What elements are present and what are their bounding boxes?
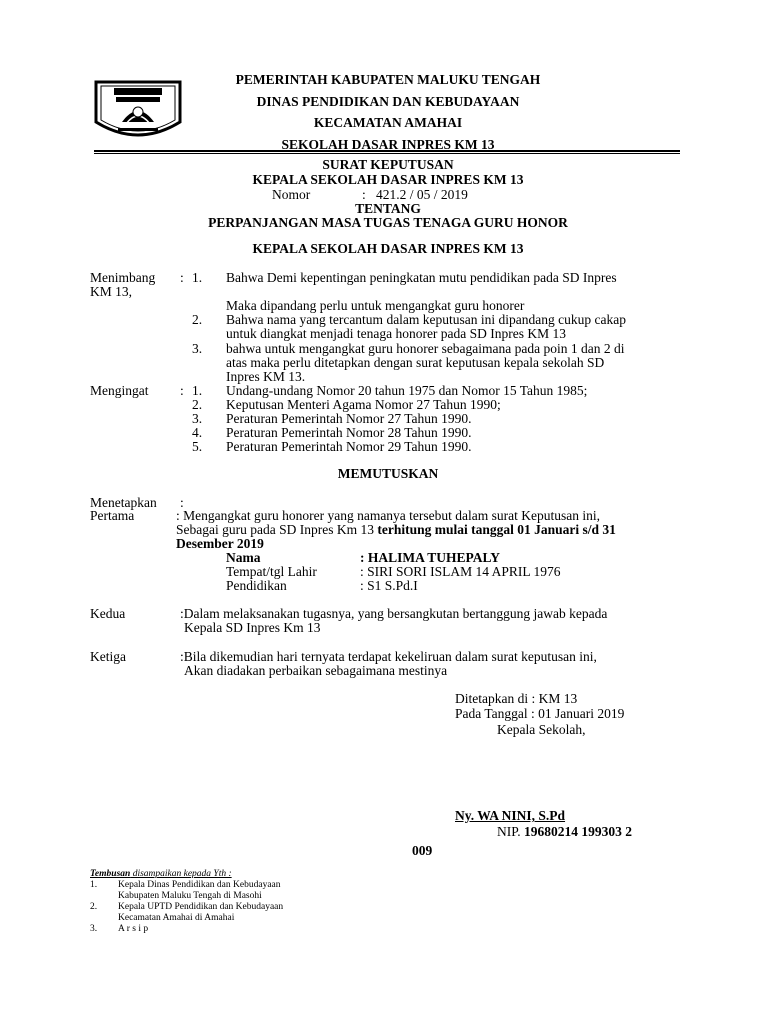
menimbang-num-2: 2. bbox=[192, 312, 203, 327]
mengingat-sep: : bbox=[180, 383, 184, 398]
menimbang-text-3-cont2: Inpres KM 13. bbox=[226, 369, 306, 384]
tentang: TENTANG bbox=[355, 201, 421, 216]
menimbang-text-1: Bahwa Demi kepentingan peningkatan mutu pendidikan pada SD Inpres bbox=[226, 270, 617, 285]
letterhead-line2: DINAS PENDIDIKAN DAN KEBUDAYAAN bbox=[256, 94, 520, 109]
tembusan-num-1: 1. bbox=[90, 880, 98, 890]
ditetapkan-di: Ditetapkan di : KM 13 bbox=[455, 691, 578, 706]
mengingat-label: Mengingat bbox=[90, 383, 149, 398]
letterhead-line3: KECAMATAN AMAHAI bbox=[313, 115, 463, 130]
doc-issuer: KEPALA SEKOLAH DASAR INPRES KM 13 bbox=[252, 172, 524, 187]
menimbang-num-3: 3. bbox=[192, 341, 203, 356]
menimbang-text-1-cont: Maka dipandang perlu untuk mengangkat guru honorer bbox=[226, 298, 525, 313]
letterhead-divider-thin bbox=[94, 153, 680, 154]
tembusan-num-3: 3. bbox=[90, 924, 98, 934]
mengingat-text-1: Undang-undang Nomor 20 tahun 1975 dan Nomor 15 Tahun 1985; bbox=[226, 383, 588, 398]
pada-tanggal: Pada Tanggal : 01 Januari 2019 bbox=[455, 706, 625, 721]
tembusan-text-2-cont: Kecamatan Amahai di Amahai bbox=[118, 913, 235, 923]
mengingat-text-5: Peraturan Pemerintah Nomor 29 Tahun 1990. bbox=[226, 439, 472, 454]
ketiga-line2: Akan diadakan perbaikan sebagaimana mestinya bbox=[184, 663, 448, 678]
pertama-line2-bold: terhitung mulai tanggal 01 Januari s/d 31 bbox=[377, 522, 616, 537]
mengingat-num-2: 2. bbox=[192, 397, 203, 412]
menimbang-text-3-cont: atas maka perlu ditetapkan dengan surat keputusan kepala sekolah SD bbox=[226, 355, 605, 370]
pendidikan-value: : S1 S.Pd.I bbox=[360, 578, 418, 593]
pertama-label: Pertama bbox=[90, 508, 135, 523]
ketiga-line1: :Bila dikemudian hari ternyata terdapat kekeliruan dalam surat keputusan ini, bbox=[180, 649, 597, 664]
menimbang-text-2-cont: untuk diangkat menjadi tenaga honorer pada SD Inpres KM 13 bbox=[226, 326, 567, 341]
nama-label: Nama bbox=[226, 550, 261, 565]
pertama-line3: Desember 2019 bbox=[176, 536, 264, 551]
tembusan-heading-rest: disampaikan kepada Yth : bbox=[130, 869, 232, 879]
tembusan-num-2: 2. bbox=[90, 902, 98, 912]
pertama-line1: : Mengangkat guru honorer yang namanya tersebut dalam surat Keputusan ini, bbox=[176, 508, 601, 523]
ttl-value: : SIRI SORI ISLAM 14 APRIL 1976 bbox=[360, 564, 561, 579]
mengingat-num-5: 5. bbox=[192, 439, 203, 454]
tembusan-text-3: A r s i p bbox=[118, 924, 149, 934]
letterhead-divider bbox=[94, 150, 680, 152]
menimbang-text-3: bahwa untuk mengangkat guru honorer sebagaimana pada poin 1 dan 2 di bbox=[226, 341, 625, 356]
ketiga-label: Ketiga bbox=[90, 649, 126, 664]
issuer-heading: KEPALA SEKOLAH DASAR INPRES KM 13 bbox=[252, 241, 524, 256]
menetapkan-label: Menetapkan bbox=[90, 495, 157, 510]
tembusan-heading-bold: Tembusan bbox=[90, 869, 131, 879]
tembusan-text-2: Kepala UPTD Pendidikan dan Kebudayaan bbox=[118, 902, 284, 912]
ttl-label: Tempat/tgl Lahir bbox=[226, 564, 317, 579]
mengingat-num-3: 3. bbox=[192, 411, 203, 426]
nip-cont: 009 bbox=[412, 843, 433, 858]
menimbang-label: Menimbang bbox=[90, 270, 156, 285]
kedua-line2: Kepala SD Inpres Km 13 bbox=[184, 620, 321, 635]
pertama-line2-normal: Sebagai guru pada SD Inpres Km 13 bbox=[176, 522, 378, 537]
mengingat-num-4: 4. bbox=[192, 425, 203, 440]
pertama-line2 bbox=[176, 522, 616, 537]
nomor-value: 421.2 / 05 / 2019 bbox=[376, 187, 468, 202]
menetapkan-sep: : bbox=[180, 495, 184, 510]
menimbang-num-1: 1. bbox=[192, 270, 203, 285]
mengingat-num-1: 1. bbox=[192, 383, 203, 398]
memutuskan-heading: MEMUTUSKAN bbox=[337, 466, 439, 481]
mengingat-text-3: Peraturan Pemerintah Nomor 27 Tahun 1990. bbox=[226, 411, 472, 426]
nip-label: NIP. bbox=[497, 824, 525, 839]
signer-title: Kepala Sekolah, bbox=[497, 722, 586, 737]
menimbang-text-2: Bahwa nama yang tercantum dalam keputusan ini dipandang cukup cakap bbox=[226, 312, 626, 327]
nomor-label: Nomor bbox=[272, 187, 311, 202]
tembusan-text-1-cont: Kabupaten Maluku Tengah di Masohi bbox=[118, 891, 262, 901]
nama-value: : HALIMA TUHEPALY bbox=[360, 550, 501, 565]
pendidikan-label: Pendidikan bbox=[226, 578, 287, 593]
signer-name: Ny. WA NINI, S.Pd bbox=[455, 808, 566, 823]
letterhead-line1: PEMERINTAH KABUPATEN MALUKU TENGAH bbox=[235, 72, 541, 87]
signer-nip bbox=[497, 824, 632, 839]
kedua-label: Kedua bbox=[90, 606, 126, 621]
nip-value: 19680214 199303 2 bbox=[524, 824, 633, 839]
menimbang-sep: : bbox=[180, 270, 184, 285]
mengingat-text-2: Keputusan Menteri Agama Nomor 27 Tahun 1990; bbox=[226, 397, 501, 412]
doc-subject: PERPANJANGAN MASA TUGAS TENAGA GURU HONOR bbox=[208, 215, 568, 230]
nomor-sep: : bbox=[362, 187, 366, 202]
regency-logo bbox=[92, 78, 184, 142]
letterhead-line4: SEKOLAH DASAR INPRES KM 13 bbox=[281, 137, 495, 152]
doc-type: SURAT KEPUTUSAN bbox=[322, 157, 454, 172]
kedua-line1: :Dalam melaksanakan tugasnya, yang bersangkutan bertanggung jawab kepada bbox=[180, 606, 608, 621]
tembusan-text-1: Kepala Dinas Pendidikan dan Kebudayaan bbox=[118, 880, 281, 890]
tembusan-heading bbox=[90, 869, 232, 880]
mengingat-text-4: Peraturan Pemerintah Nomor 28 Tahun 1990. bbox=[226, 425, 472, 440]
menimbang-label-cont: KM 13, bbox=[90, 284, 133, 299]
